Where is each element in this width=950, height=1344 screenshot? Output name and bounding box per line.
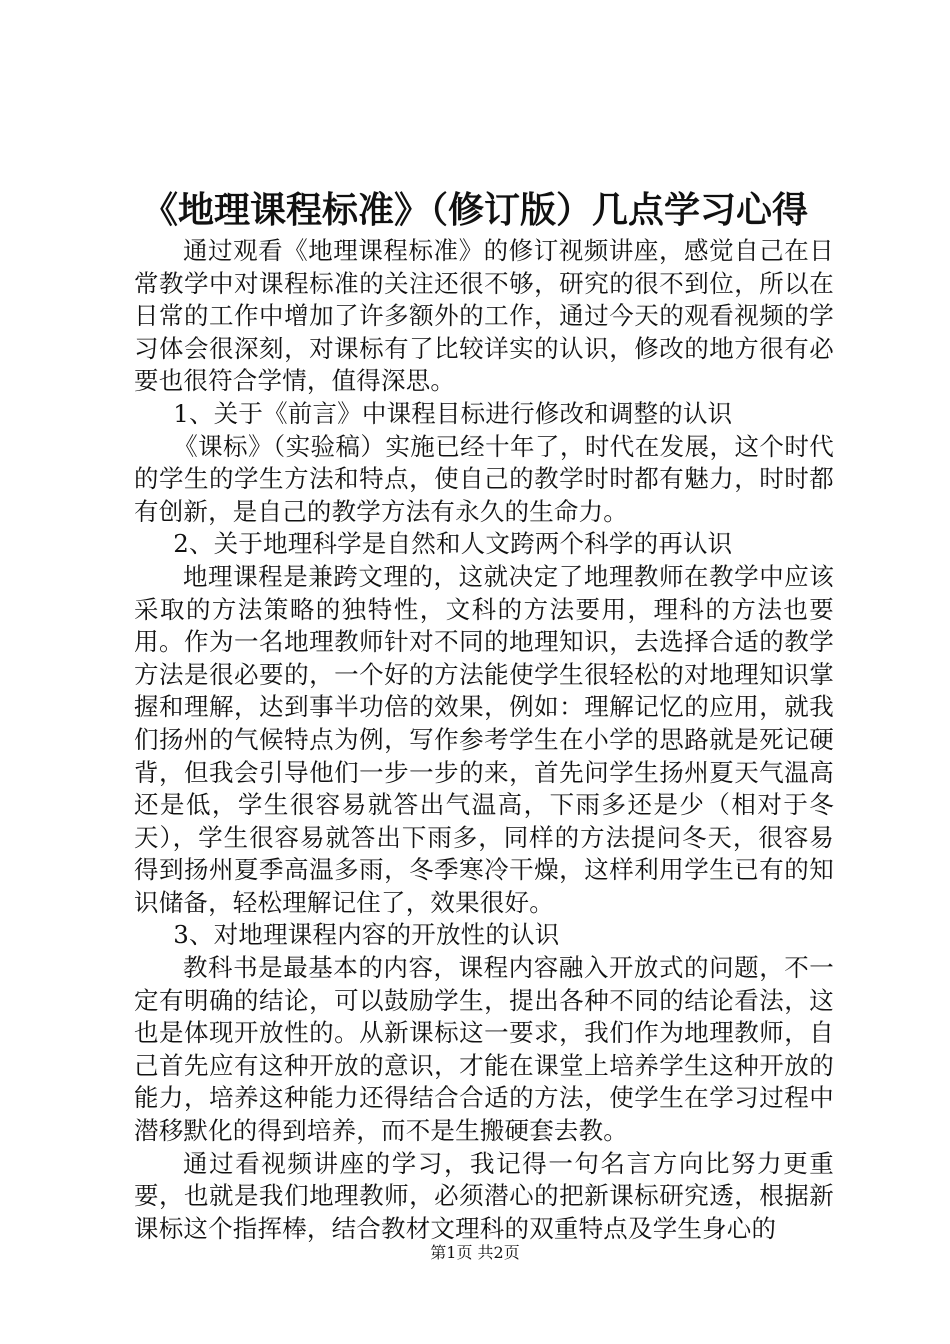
section-2-paragraph: 地理课程是兼跨文理的，这就决定了地理教师在教学中应该采取的方法策略的独特性，文科的方法要用，理科的方法也要用。作为一名地理教师针对不同的地理知识，去选择合适的教学方法是很必要的，一个好的方法能使学生很轻松的对地理知识掌握和理解，达到事半功倍的效果，例如：理解记忆的应用，就我们扬州的气候特点为例，写作参考学生在小学的思路就是死记硬背，但我会引导他们一步一步的来，首先问学生扬州夏天气温高还是低，学生很容易就答出气温高，下雨多还是少（相对于冬天），学生很容易就答出下雨多，同样的方法提问冬天，很容易得到扬州夏季高温多雨，冬季寒冷干燥，这样利用学生已有的知识储备，轻松理解记住了，效果很好。 bbox=[134, 561, 834, 917]
conclusion-paragraph: 通过看视频讲座的学习，我记得一句名言方向比努力更重要，也就是我们地理教师，必须潜心的把新课标研究透，根据新课标这个指挥棒，结合教材文理科的双重特点及学生身心的 bbox=[134, 1148, 834, 1243]
section-heading-2: 2、关于地理科学是自然和人文跨两个科学的再认识 bbox=[173, 529, 733, 559]
document-body bbox=[134, 235, 834, 1245]
section-heading-1: 1、关于《前言》中课程目标进行修改和调整的认识 bbox=[173, 398, 733, 428]
section-1-paragraph: 《课标》（实验稿）实施已经十年了，时代在发展，这个时代的学生的学生方法和特点，使自己的教学时时都有魅力，时时都有创新，是自己的教学方法有永久的生命力。 bbox=[134, 431, 834, 526]
page-footer: 第1页 共2页 bbox=[430, 1243, 520, 1262]
intro-paragraph: 通过观看《地理课程标准》的修订视频讲座，感觉自己在日常教学中对课程标准的关注还很不够，研究的很不到位，所以在日常的工作中增加了许多额外的工作，通过今天的观看视频的学习体会很深刻，对课标有了比较详实的认识，修改的地方很有必要也很符合学情，值得深思。 bbox=[134, 236, 834, 396]
section-heading-3: 3、对地理课程内容的开放性的认识 bbox=[173, 920, 560, 950]
section-3-paragraph: 教科书是最基本的内容，课程内容融入开放式的问题，不一定有明确的结论，可以鼓励学生，提出各种不同的结论看法，这也是体现开放性的。从新课标这一要求，我们作为地理教师，自己首先应有这种开放的意识，才能在课堂上培养学生这种开放的能力，培养这种能力还得结合合适的方法，使学生在学习过程中潜移默化的得到培养，而不是生搬硬套去教。 bbox=[134, 953, 834, 1146]
document-title: 《地理课程标准》（修订版）几点学习心得 bbox=[141, 189, 808, 231]
